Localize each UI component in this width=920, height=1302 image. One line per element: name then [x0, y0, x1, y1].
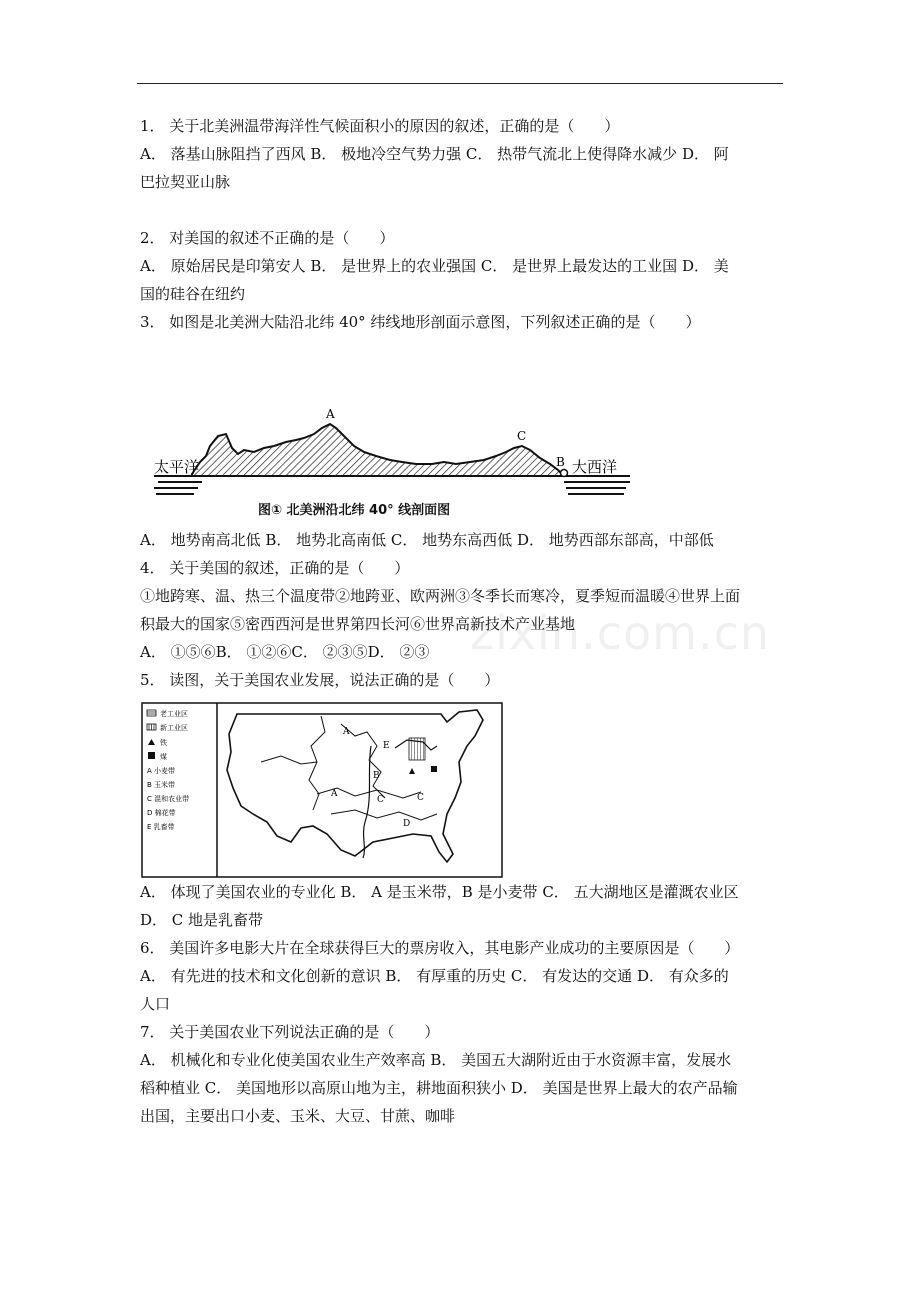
q4-options-line: A． ①⑤⑥B． ①②⑥C． ②③⑤D． ②③ [140, 643, 430, 661]
header-rule [137, 83, 783, 84]
legend-old-industrial: 老工业区 [160, 710, 188, 718]
map-label-a-south: A [331, 789, 338, 799]
profile-figure [140, 336, 782, 526]
q4-stem: 4． 关于美国的叙述，正确的是（ ） [140, 559, 410, 577]
map-label-c-west: C [377, 795, 384, 805]
legend-new-industrial: 新工业区 [160, 724, 188, 732]
q7-options-line: 稻种植业 C． 美国地形以高原山地为主，耕地面积狭小 D． 美国是世界上最大的农产品输 [140, 1079, 738, 1097]
terrain-profile-diagram [154, 402, 644, 502]
point-b-marker [561, 470, 568, 477]
legend-cotton: D 棉花带 [147, 809, 176, 817]
q7-options-line: 出国，主要出口小麦、玉米、大豆、甘蔗、咖啡 [140, 1107, 456, 1125]
coal-icon [148, 752, 155, 759]
question-list [140, 112, 782, 1130]
map-label-e: E [383, 741, 390, 751]
q5-stem: 5． 读图，关于美国农业发展，说法正确的是（ ） [140, 671, 500, 689]
q7-options-line: A． 机械化和专业化使美国农业生产效率高 B． 美国五大湖附近由于水资源丰富，发展水 [140, 1051, 732, 1069]
q2-stem: 2． 对美国的叙述不正确的是（ ） [140, 229, 395, 247]
map-label-d: D [403, 819, 411, 829]
point-b-label: B [556, 455, 565, 469]
map-label-b: B [373, 771, 380, 781]
q5-options-line: D． C 地是乳畜带 [140, 911, 264, 929]
profile-caption: 图① 北美洲沿北纬 40° 线剖面图 [258, 503, 451, 518]
atlantic-label: 大西洋 [572, 458, 618, 476]
map-label-a-north: A [343, 727, 350, 737]
map-label-c-east: C [417, 793, 424, 803]
legend-iron: 铁 [160, 739, 167, 747]
us-agriculture-map [141, 702, 503, 878]
point-a-label: A [326, 407, 335, 421]
point-c-label: C [517, 429, 527, 443]
legend-corn: B 玉米带 [147, 781, 176, 789]
q5-options-line: A． 体现了美国农业的专业化 B． A 是玉米带，B 是小麦带 C． 五大湖地区是灌溉农业区 [140, 883, 739, 901]
coal-marker [431, 766, 437, 772]
q1-options-line: 巴拉契亚山脉 [140, 173, 231, 191]
terrain-profile-shape [192, 424, 564, 476]
legend-dairy: E 乳畜带 [147, 823, 175, 831]
q1-options-line: A． 落基山脉阻挡了西风 B． 极地冷空气势力强 C． 热带气流北上使得降水减少 D． 阿 [140, 145, 729, 163]
legend-wheat: A 小麦带 [147, 767, 176, 775]
q2-options-line: A． 原始居民是印第安人 B． 是世界上的农业强国 C． 是世界上最发达的工业国 D． 美 [140, 257, 729, 275]
q1-stem: 1． 关于北美洲温带海洋性气候面积小的原因的叙述，正确的是（ ） [140, 117, 620, 135]
q7-stem: 7． 关于美国农业下列说法正确的是（ ） [140, 1023, 440, 1041]
q4-statement-line: ①地跨寒、温、热三个温度带②地跨亚、欧两洲③冬季长而寒冷，夏季短而温暖④世界上面 [140, 587, 741, 605]
q6-stem: 6． 美国许多电影大片在全球获得巨大的票房收入，其电影产业成功的主要原因是（ ） [140, 939, 740, 957]
pacific-label: 太平洋 [154, 458, 200, 476]
q4-statement-line: 积最大的国家⑤密西西河是世界第四长河⑥世界高新技术产业基地 [140, 615, 576, 633]
legend-coal: 煤 [160, 753, 167, 761]
legend-mixed: C 混和农业带 [147, 795, 190, 803]
q3-stem: 3． 如图是北美洲大陆沿北纬 40° 纬线地形剖面示意图，下列叙述正确的是（ ） [140, 313, 701, 331]
us-agriculture-map-figure [140, 694, 782, 878]
q2-options-line: 国的硅谷在纽约 [140, 285, 246, 303]
q6-options-line: 人口 [140, 995, 171, 1013]
q6-options-line: A． 有先进的技术和文化创新的意识 B． 有厚重的历史 C． 有发达的交通 D． 有众多的 [140, 967, 729, 985]
watermark: zixin.com.cn [470, 606, 771, 660]
q3-options-line: A． 地势南高北低 B． 地势北高南低 C． 地势东高西低 D． 地势西部东部高，中部低 [140, 531, 714, 549]
